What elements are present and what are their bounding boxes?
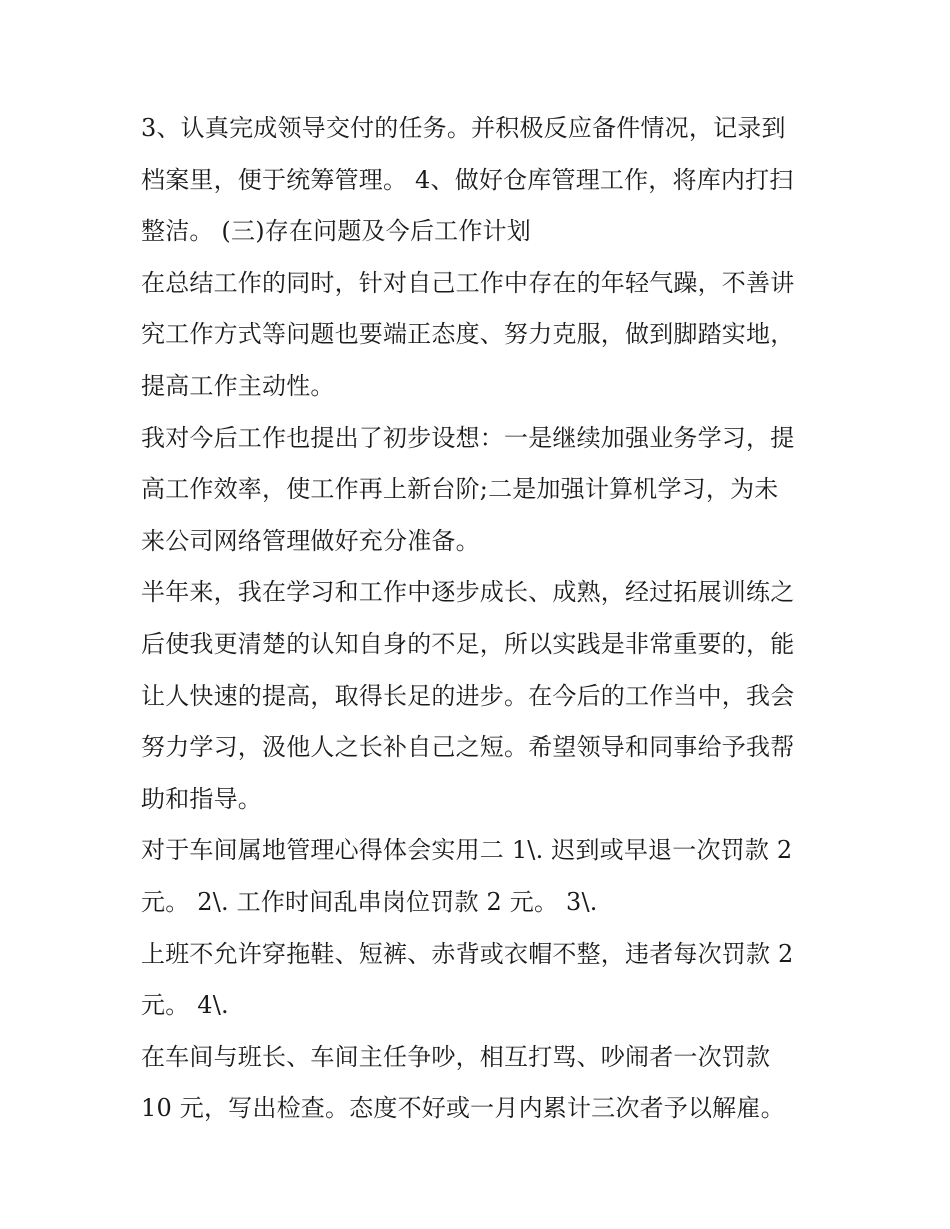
paragraph-future-plan	[141, 413, 821, 568]
paragraph-summary	[141, 258, 821, 413]
text-line: 元。 4\.	[141, 991, 229, 1020]
document-body	[141, 103, 821, 1135]
text-line: 整洁。 (三)存在问题及今后工作计划	[141, 217, 531, 246]
text-line: 10 元，写出检查。态度不好或一月内累计三次者予以解雇。	[141, 1094, 785, 1123]
text-line: 3、认真完成领导交付的任务。并积极反应备件情况，记录到	[141, 114, 786, 142]
text-line: 半年来，我在学习和工作中逐步成长、成熟，经过拓展训练之	[141, 578, 795, 607]
text-line: 元。 2\. 工作时间乱串岗位罚款 2 元。 3\.	[141, 887, 598, 916]
text-line: 让人快速的提高，取得长足的进步。在今后的工作当中，我会	[141, 681, 795, 710]
paragraph-dress-rule	[141, 929, 821, 1032]
text-line: 我对今后工作也提出了初步设想：一是继续加强业务学习，提	[141, 423, 795, 452]
paragraph-half-year	[141, 567, 821, 825]
text-line: 来公司网络管理做好充分准备。	[141, 526, 480, 555]
text-line: 在总结工作的同时，针对自己工作中存在的年轻气躁，不善讲	[141, 268, 795, 297]
paragraph-conduct-rule	[141, 1032, 821, 1135]
text-line: 后使我更清楚的认知自身的不足，所以实践是非常重要的，能	[141, 629, 795, 658]
text-line: 对于车间属地管理心得体会实用二 1\. 迟到或早退一次罚款 2	[141, 836, 793, 865]
text-line: 档案里，便于统筹管理。 4、做好仓库管理工作，将库内打扫	[141, 165, 794, 194]
text-line: 提高工作主动性。	[141, 371, 335, 400]
text-line: 在车间与班长、车间主任争吵，相互打骂、吵闹者一次罚款	[141, 1042, 771, 1071]
text-line: 究工作方式等问题也要端正态度、努力克服，做到脚踏实地，	[141, 320, 795, 349]
paragraph-tasks	[141, 103, 821, 258]
text-line: 努力学习，汲他人之长补自己之短。希望领导和同事给予我帮	[141, 733, 795, 762]
text-line: 高工作效率，使工作再上新台阶;二是加强计算机学习，为未	[141, 475, 779, 504]
text-line: 上班不允许穿拖鞋、短裤、赤背或衣帽不整，违者每次罚款 2	[141, 939, 794, 968]
text-line: 助和指导。	[141, 784, 262, 813]
paragraph-workshop-rules-intro	[141, 825, 821, 928]
